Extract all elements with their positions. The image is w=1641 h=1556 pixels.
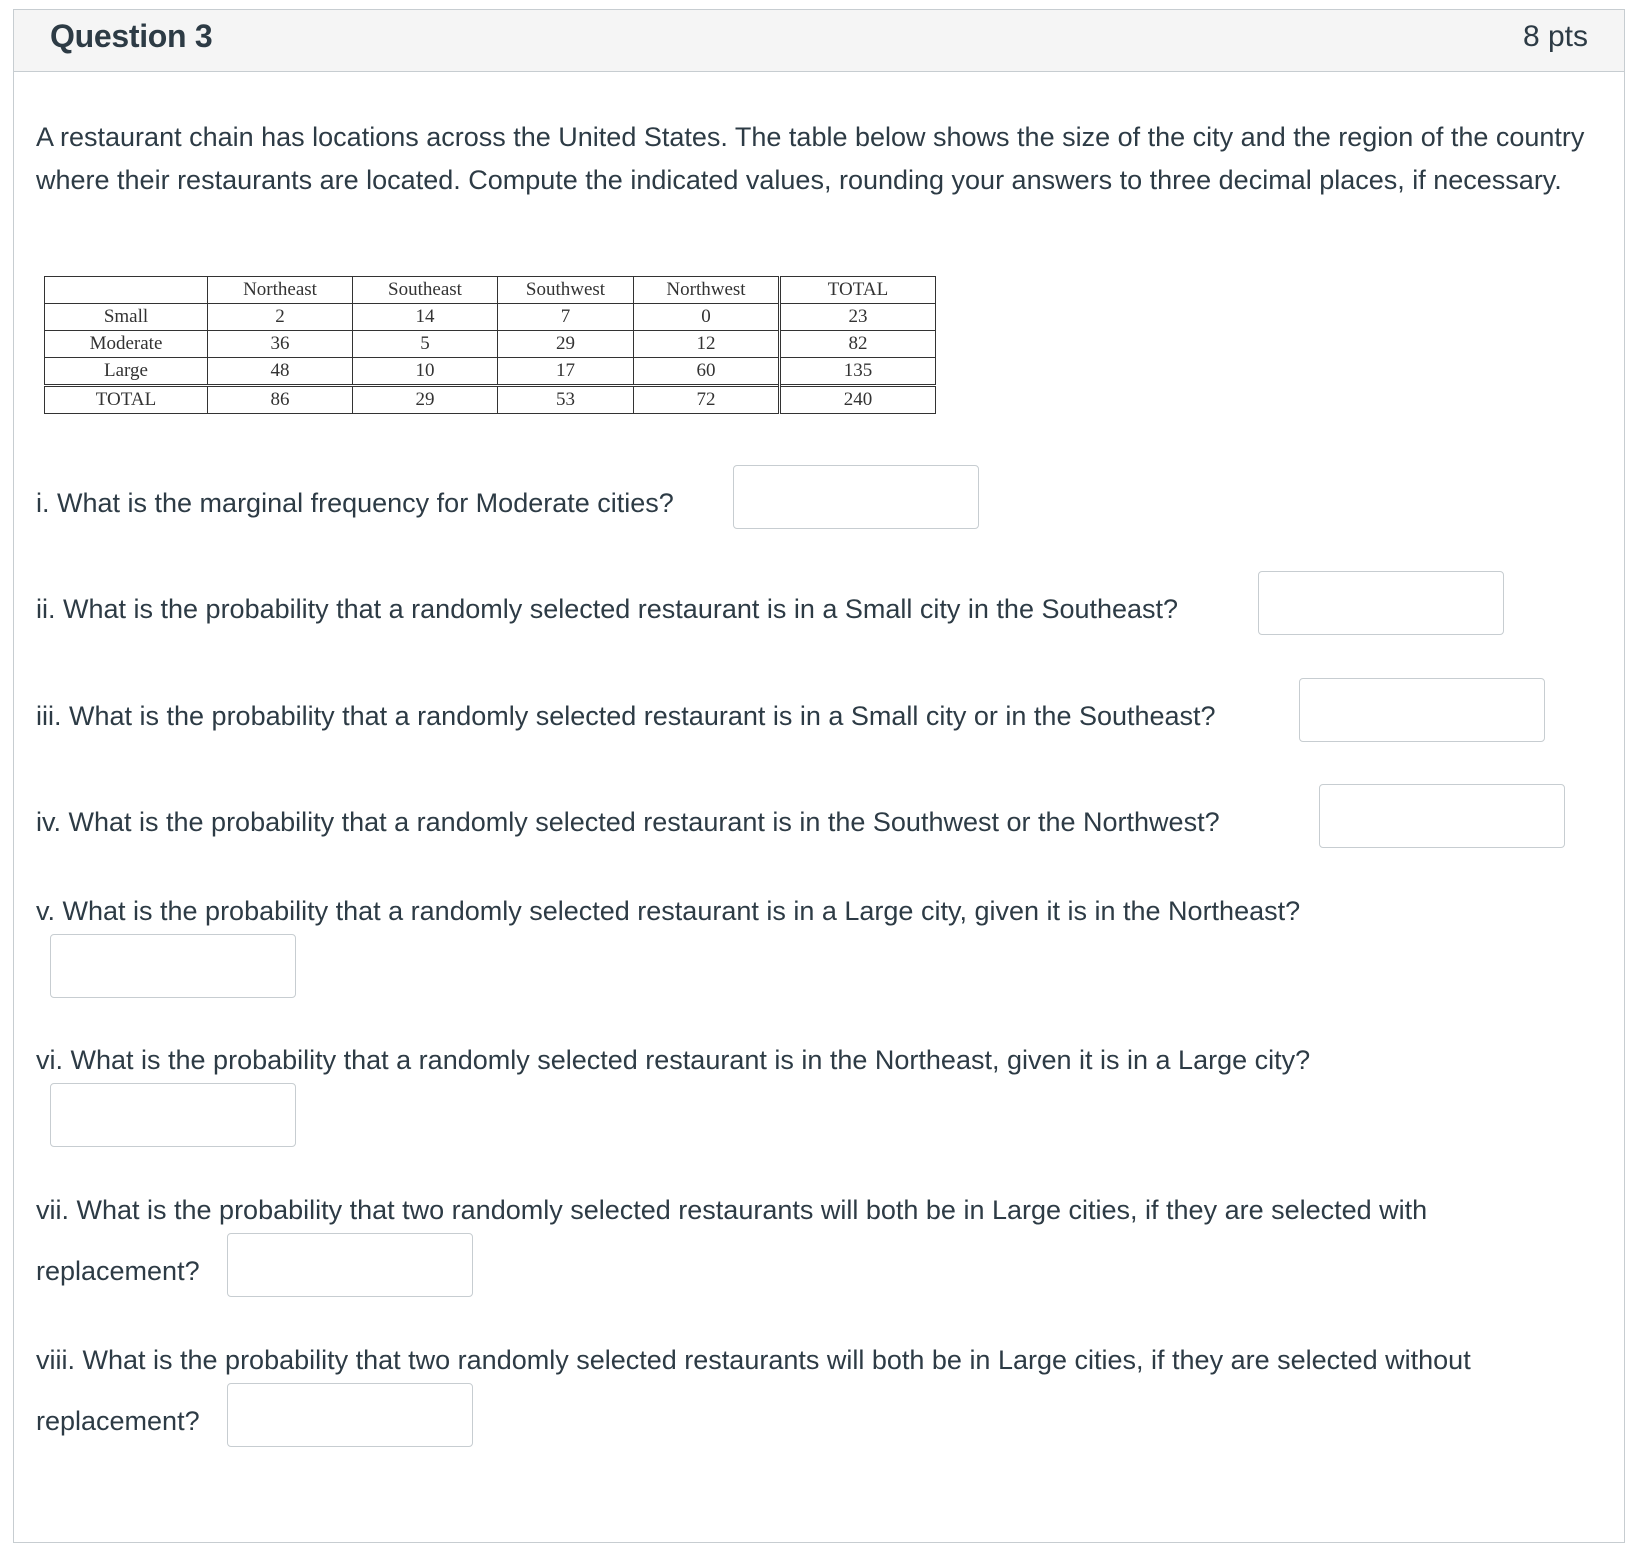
table-cell: 53 (498, 386, 634, 414)
question-viii-text-cont: replacement? (36, 1406, 200, 1436)
question-points: 8 pts (1522, 20, 1588, 53)
table-header-cell: Northwest (634, 277, 780, 304)
table-cell: 86 (208, 386, 353, 414)
answer-input-viii[interactable] (227, 1383, 473, 1447)
answer-input-iii[interactable] (1299, 678, 1545, 742)
answer-input-ii[interactable] (1258, 571, 1504, 635)
table-cell: 7 (498, 304, 634, 331)
table-header-cell: Northeast (208, 277, 353, 304)
question-iii-text: iii. What is the probability that a randomly selected restaurant is in a Small city or in the Southeast? (36, 701, 1216, 731)
frequency-table-wrapper (44, 276, 936, 414)
table-row (45, 304, 936, 331)
frequency-table (44, 276, 936, 414)
table-cell: 17 (498, 358, 634, 386)
question-title: Question 3 (50, 18, 213, 54)
answer-input-vi[interactable] (50, 1083, 296, 1147)
table-cell: 5 (353, 331, 498, 358)
question-viii-text: viii. What is the probability that two randomly selected restaurants will both be in Large cities, if they are selected without (36, 1345, 1471, 1375)
table-row (45, 331, 936, 358)
question-iv-text: iv. What is the probability that a randomly selected restaurant is in the Southwest or the Northwest? (36, 807, 1220, 837)
table-cell: 135 (780, 358, 936, 386)
answer-input-v[interactable] (50, 934, 296, 998)
table-cell: 72 (634, 386, 780, 414)
question-intro: A restaurant chain has locations across the United States. The table below shows the size of the city and the region of the country where their restaurants are located. Compute the indicated values, rounding your answers to three decimal places, if necessary. (36, 122, 1585, 195)
table-cell: 23 (780, 304, 936, 331)
row-label: Small (45, 304, 208, 331)
table-header-cell (45, 277, 208, 304)
question-ii-text: ii. What is the probability that a randomly selected restaurant is in a Small city in the Southeast? (36, 594, 1179, 624)
table-cell: 36 (208, 331, 353, 358)
row-label: Moderate (45, 331, 208, 358)
table-header-row (45, 277, 936, 304)
row-label: TOTAL (45, 386, 208, 414)
table-header-cell: Southeast (353, 277, 498, 304)
table-cell: 82 (780, 331, 936, 358)
table-row (45, 358, 936, 386)
table-cell: 60 (634, 358, 780, 386)
question-vii-text-cont: replacement? (36, 1256, 200, 1286)
answer-input-iv[interactable] (1319, 784, 1565, 848)
table-cell: 14 (353, 304, 498, 331)
table-total-row (45, 386, 936, 414)
question-vii-text: vii. What is the probability that two randomly selected restaurants will both be in Large cities, if they are selected with (36, 1195, 1428, 1225)
question-header (14, 10, 1624, 72)
answer-input-i[interactable] (733, 465, 979, 529)
table-cell: 48 (208, 358, 353, 386)
table-cell: 2 (208, 304, 353, 331)
row-label: Large (45, 358, 208, 386)
table-cell: 10 (353, 358, 498, 386)
table-header-cell: Southwest (498, 277, 634, 304)
question-v-text: v. What is the probability that a randomly selected restaurant is in a Large city, given it is in the Northeast? (36, 896, 1301, 926)
table-header-cell: TOTAL (780, 277, 936, 304)
table-cell: 29 (353, 386, 498, 414)
table-cell: 0 (634, 304, 780, 331)
question-card (13, 9, 1625, 1543)
answer-input-vii[interactable] (227, 1233, 473, 1297)
question-vi-text: vi. What is the probability that a randomly selected restaurant is in the Northeast, given it is in a Large city? (36, 1045, 1311, 1075)
question-i-text: i. What is the marginal frequency for Moderate cities? (36, 488, 674, 518)
table-cell: 29 (498, 331, 634, 358)
table-cell: 12 (634, 331, 780, 358)
table-cell: 240 (780, 386, 936, 414)
